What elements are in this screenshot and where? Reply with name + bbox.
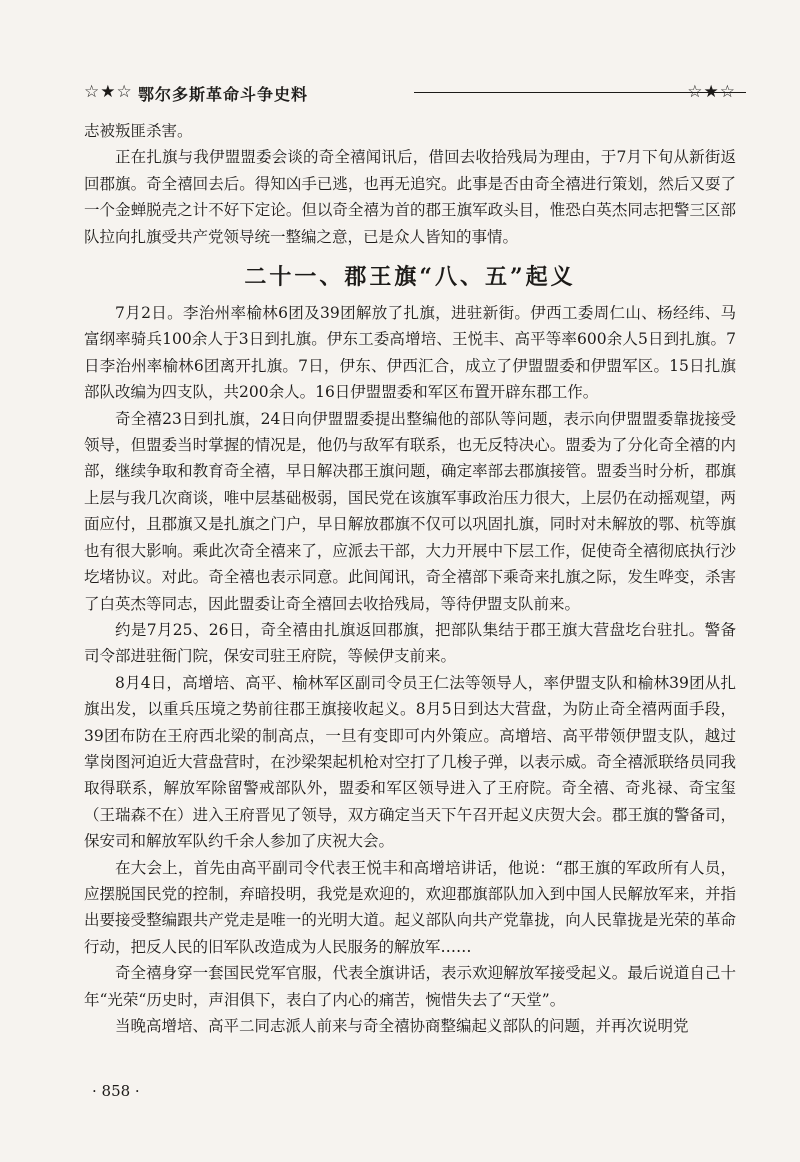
page-number: · 858 ·	[92, 1082, 140, 1100]
paragraph: 7月2日。李治州率榆林6团及39团解放了扎旗，进驻新街。伊西工委周仁山、杨经纬、马富纲率骑兵100余人于3日到扎旗。伊东工委高增培、王悦丰、高平等率600余人5日到扎旗。7日李治州率榆林6团离开扎旗。7日，伊东、伊西汇合，成立了伊盟盟委和伊盟军区。15日扎旗部队改编为四支队，共200余人。16日伊盟盟委和军区布置开辟东郡工作。	[84, 304, 736, 402]
paragraph: 正在扎旗与我伊盟盟委会谈的奇全禧闻讯后，借回去收拾残局为理由，于7月下旬从新街返回郡旗。奇全禧回去后。得知凶手已逃，也再无追究。此事是否由奇全禧进行策划，然后又耍了一个金蝉脱壳之计不好下定论。但以奇全禧为首的郡王旗军政头目，惟恐白英杰同志把警三区部队拉向扎旗受共产党领导统一整编之意，已是众人皆知的事情。	[84, 148, 736, 246]
section-title: 二十一、郡王旗“八、五”起义	[244, 264, 576, 291]
header-stars-left-icon: ☆★☆	[84, 82, 133, 102]
header-title: 鄂尔多斯革命斗争史料	[138, 85, 309, 104]
paragraph: 8月4日，高增培、高平、榆林军区副司令员王仁法等领导人，率伊盟支队和榆林39团从扎旗出发，以重兵压境之势前往郡王旗接收起义。8月5日到达大营盘，为防止奇全禧两面手段，39团布防在王府西北梁的制高点，一旦有变即可内外策应。高增培、高平带领伊盟支队，越过掌岗图河迫近大营盘营时，在沙梁架起机枪对空打了几梭子弹，以表示威。奇全禧派联络员同我取得联系，解放军除留警戒部队外，盟委和军区领导进入了王府院。奇全禧、奇兆禄、奇宝玺（王瑞森不在）进入王府晋见了领导，双方确定当天下午召开起义庆贺大会。郡王旗的警备司，保安司和解放军队约千余人参加了庆祝大会。	[84, 673, 736, 851]
body-text	[84, 118, 736, 1039]
paragraph: 奇全禧23日到扎旗，24日向伊盟盟委提出整编他的部队等问题，表示向伊盟盟委靠拢接受领导，但盟委当时掌握的情况是，他仍与敌军有联系，也无反特决心。盟委为了分化奇全禧的内部，继续争取和教育奇全禧，早日解决郡王旗问题，确定率部去郡旗接管。盟委当时分析，郡旗上层与我几次商谈，唯中层基础极弱，国民党在该旗军事政治压力很大，上层仍在动摇观望，两面应付，且郡旗又是扎旗之门户，早日解放郡旗不仅可以巩固扎旗，同时对未解放的鄂、杭等旗也有很大影响。乘此次奇全禧来了，应派去干部，大力开展中下层工作，促使奇全禧彻底执行沙圪堵协议。对此。奇全禧也表示同意。此间闻讯，奇全禧部下乘奇来扎旗之际，发生哗变，杀害了白英杰等同志，因此盟委让奇全禧回去收拾残局，等待伊盟支队前来。	[84, 409, 736, 613]
running-header	[84, 80, 736, 108]
paragraph: 志被叛匪杀害。	[84, 122, 193, 140]
paragraph: 在大会上，首先由高平副司令代表王悦丰和高增培讲话，他说：“郡王旗的军政所有人员，应摆脱国民党的控制，弃暗投明，我党是欢迎的，欢迎郡旗部队加入到中国人民解放军来，并指出要接受整编跟共产党走是唯一的光明大道。起义部队向共产党靠拢，向人民靠拢是光荣的革命行动，把反人民的旧军队改造成为人民服务的解放军……	[84, 858, 736, 956]
paragraph: 奇全禧身穿一套国民党军官服，代表全旗讲话，表示欢迎解放军接受起义。最后说道自己十年“光荣“历史时，声泪俱下，表白了内心的痛苦，惋惜失去了“天堂”。	[84, 964, 736, 1009]
paragraph: 约是7月25、26日，奇全禧由扎旗返回郡旗，把部队集结于郡王旗大营盘圪台驻扎。警备司令部进驻衙门院，保安司驻王府院，等候伊支前来。	[84, 620, 736, 666]
paragraph: 当晚高增培、高平二同志派人前来与奇全禧协商整编起义部队的问题，并再次说明党	[115, 1017, 689, 1035]
header-stars-right-icon: ☆★☆	[687, 82, 736, 102]
